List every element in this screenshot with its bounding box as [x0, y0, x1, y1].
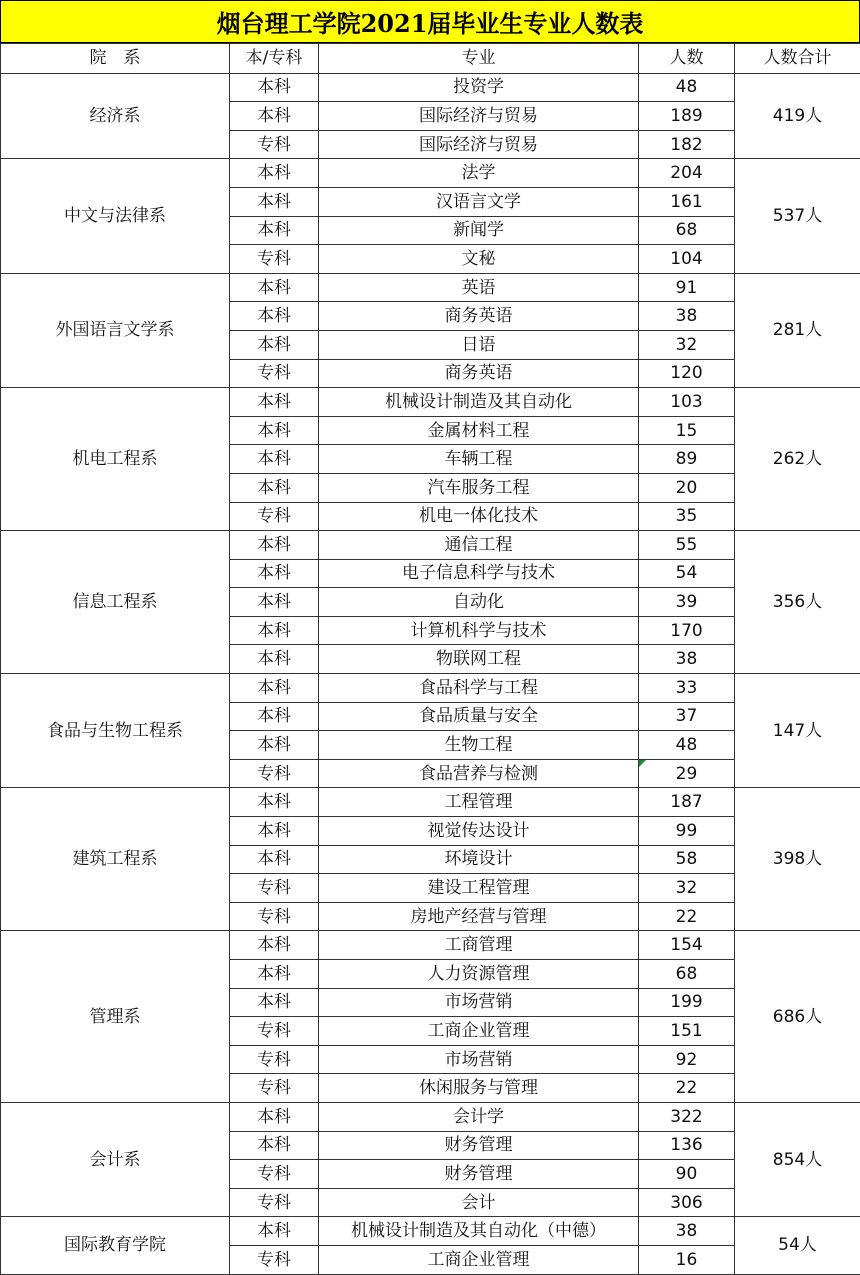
level-cell: 本科 — [230, 1102, 319, 1131]
level-cell: 本科 — [230, 330, 319, 359]
count-value: 187 — [670, 792, 702, 812]
count-value: 48 — [676, 735, 698, 755]
level-cell: 本科 — [230, 674, 319, 703]
level-cell: 本科 — [230, 702, 319, 731]
count-cell — [639, 159, 735, 188]
department-cell: 建筑工程系 — [1, 788, 230, 931]
count-cell — [639, 73, 735, 102]
department-cell: 外国语言文学系 — [1, 273, 230, 387]
count-cell — [639, 931, 735, 960]
major-cell: 会计学 — [319, 1102, 639, 1131]
count-value: 33 — [676, 678, 698, 698]
level-cell: 本科 — [230, 388, 319, 417]
major-cell: 市场营销 — [319, 988, 639, 1017]
count-cell — [639, 187, 735, 216]
count-value: 22 — [676, 907, 698, 927]
level-cell: 本科 — [230, 960, 319, 989]
count-cell — [639, 817, 735, 846]
major-cell: 食品营养与检测 — [319, 759, 639, 788]
level-cell: 专科 — [230, 902, 319, 931]
major-cell: 工商企业管理 — [319, 1245, 639, 1274]
count-cell — [639, 102, 735, 131]
count-value: 38 — [676, 649, 698, 669]
count-cell — [639, 502, 735, 531]
total-cell: 686人 — [735, 931, 860, 1103]
department-cell: 信息工程系 — [1, 531, 230, 674]
level-cell: 本科 — [230, 559, 319, 588]
level-cell: 专科 — [230, 359, 319, 388]
count-cell — [639, 216, 735, 245]
count-value: 91 — [676, 278, 698, 298]
major-cell: 汉语言文学 — [319, 187, 639, 216]
count-value: 89 — [676, 449, 698, 469]
level-cell: 专科 — [230, 1074, 319, 1103]
department-cell: 食品与生物工程系 — [1, 674, 230, 788]
major-cell: 视觉传达设计 — [319, 817, 639, 846]
level-cell: 本科 — [230, 616, 319, 645]
count-value: 20 — [676, 478, 698, 498]
table-row — [1, 159, 860, 188]
level-cell: 本科 — [230, 988, 319, 1017]
level-cell: 专科 — [230, 1160, 319, 1189]
total-cell: 419人 — [735, 73, 860, 159]
table-row — [1, 674, 860, 703]
count-value: 99 — [676, 821, 698, 841]
count-value: 104 — [670, 249, 702, 269]
major-cell: 自动化 — [319, 588, 639, 617]
major-cell: 国际经济与贸易 — [319, 102, 639, 131]
level-cell: 本科 — [230, 588, 319, 617]
count-cell — [639, 273, 735, 302]
count-value: 136 — [670, 1135, 702, 1155]
major-cell: 机械设计制造及其自动化 — [319, 388, 639, 417]
count-cell — [639, 473, 735, 502]
level-cell: 本科 — [230, 273, 319, 302]
major-cell: 机电一体化技术 — [319, 502, 639, 531]
count-value: 58 — [676, 849, 698, 869]
total-cell: 356人 — [735, 531, 860, 674]
major-cell: 工商企业管理 — [319, 1017, 639, 1046]
major-cell: 新闻学 — [319, 216, 639, 245]
count-value: 37 — [676, 706, 698, 726]
count-cell — [639, 330, 735, 359]
count-cell — [639, 1131, 735, 1160]
level-cell: 本科 — [230, 302, 319, 331]
count-cell — [639, 531, 735, 560]
level-cell: 本科 — [230, 159, 319, 188]
count-value: 151 — [670, 1021, 702, 1041]
level-cell: 本科 — [230, 731, 319, 760]
total-cell: 281人 — [735, 273, 860, 387]
department-cell: 经济系 — [1, 73, 230, 159]
header-count: 人数 — [639, 44, 735, 74]
level-cell: 本科 — [230, 845, 319, 874]
count-value: 170 — [670, 621, 702, 641]
count-cell — [639, 845, 735, 874]
count-cell — [639, 388, 735, 417]
major-cell: 物联网工程 — [319, 645, 639, 674]
count-cell — [639, 788, 735, 817]
major-cell: 房地产经营与管理 — [319, 902, 639, 931]
major-cell: 环境设计 — [319, 845, 639, 874]
major-cell: 商务英语 — [319, 359, 639, 388]
major-cell: 国际经济与贸易 — [319, 130, 639, 159]
count-cell — [639, 1245, 735, 1274]
major-cell: 食品科学与工程 — [319, 674, 639, 703]
table-row — [1, 788, 860, 817]
major-cell: 车辆工程 — [319, 445, 639, 474]
level-cell: 本科 — [230, 531, 319, 560]
count-value: 39 — [676, 592, 698, 612]
total-cell: 398人 — [735, 788, 860, 931]
level-cell: 本科 — [230, 473, 319, 502]
count-cell — [639, 645, 735, 674]
header-total: 人数合计 — [735, 44, 860, 74]
count-value: 199 — [670, 992, 702, 1012]
major-cell: 文秘 — [319, 245, 639, 274]
count-value: 38 — [676, 306, 698, 326]
level-cell: 本科 — [230, 1217, 319, 1246]
count-cell — [639, 130, 735, 159]
table-row — [1, 531, 860, 560]
count-cell — [639, 702, 735, 731]
count-cell — [639, 616, 735, 645]
level-cell: 专科 — [230, 502, 319, 531]
count-cell — [639, 1188, 735, 1217]
level-cell: 专科 — [230, 1188, 319, 1217]
header-level: 本/专科 — [230, 44, 319, 74]
level-cell: 本科 — [230, 416, 319, 445]
level-cell: 专科 — [230, 130, 319, 159]
count-value: 322 — [670, 1107, 702, 1127]
count-value: 32 — [676, 878, 698, 898]
count-value: 54 — [676, 563, 698, 583]
count-value: 38 — [676, 1221, 698, 1241]
count-value: 15 — [676, 421, 698, 441]
department-cell: 管理系 — [1, 931, 230, 1103]
major-cell: 生物工程 — [319, 731, 639, 760]
count-cell — [639, 588, 735, 617]
count-cell — [639, 1160, 735, 1189]
count-cell — [639, 559, 735, 588]
level-cell: 本科 — [230, 817, 319, 846]
level-cell: 本科 — [230, 445, 319, 474]
count-value: 182 — [670, 135, 702, 155]
department-cell: 会计系 — [1, 1102, 230, 1216]
department-cell: 机电工程系 — [1, 388, 230, 531]
level-cell: 本科 — [230, 73, 319, 102]
count-value: 32 — [676, 335, 698, 355]
header-department: 院 系 — [1, 44, 230, 74]
total-cell: 54人 — [735, 1217, 860, 1274]
count-cell — [639, 445, 735, 474]
level-cell: 专科 — [230, 874, 319, 903]
count-value: 48 — [676, 77, 698, 97]
major-cell: 市场营销 — [319, 1045, 639, 1074]
major-cell: 财务管理 — [319, 1160, 639, 1189]
count-cell — [639, 359, 735, 388]
level-cell: 专科 — [230, 1045, 319, 1074]
total-cell: 537人 — [735, 159, 860, 273]
table-row — [1, 73, 860, 102]
level-cell: 本科 — [230, 187, 319, 216]
count-value: 306 — [670, 1193, 702, 1213]
count-cell — [639, 302, 735, 331]
header-major: 专业 — [319, 44, 639, 74]
level-cell: 本科 — [230, 931, 319, 960]
level-cell: 本科 — [230, 645, 319, 674]
major-cell: 工商管理 — [319, 931, 639, 960]
table-body — [1, 73, 860, 1274]
count-value: 92 — [676, 1050, 698, 1070]
count-value: 154 — [670, 935, 702, 955]
level-cell: 专科 — [230, 759, 319, 788]
major-cell: 商务英语 — [319, 302, 639, 331]
count-value: 189 — [670, 106, 702, 126]
count-value: 103 — [670, 392, 702, 412]
table-title: 烟台理工学院2021届毕业生专业人数表 — [0, 0, 860, 43]
count-cell — [639, 416, 735, 445]
major-cell: 建设工程管理 — [319, 874, 639, 903]
level-cell: 本科 — [230, 216, 319, 245]
count-cell — [639, 902, 735, 931]
level-cell: 专科 — [230, 1245, 319, 1274]
major-cell: 投资学 — [319, 73, 639, 102]
major-cell: 休闲服务与管理 — [319, 1074, 639, 1103]
graduates-table — [0, 43, 860, 1275]
count-value: 90 — [676, 1164, 698, 1184]
total-cell: 854人 — [735, 1102, 860, 1216]
count-cell — [639, 1045, 735, 1074]
count-value: 204 — [670, 163, 702, 183]
major-cell: 法学 — [319, 159, 639, 188]
total-cell: 147人 — [735, 674, 860, 788]
count-value: 68 — [676, 220, 698, 240]
major-cell: 机械设计制造及其自动化（中德） — [319, 1217, 639, 1246]
major-cell: 电子信息科学与技术 — [319, 559, 639, 588]
comment-indicator-icon — [639, 760, 646, 767]
count-cell — [639, 245, 735, 274]
major-cell: 食品质量与安全 — [319, 702, 639, 731]
department-cell: 国际教育学院 — [1, 1217, 230, 1274]
major-cell: 人力资源管理 — [319, 960, 639, 989]
table-row — [1, 931, 860, 960]
header-row — [1, 44, 860, 74]
count-cell — [639, 1074, 735, 1103]
level-cell: 本科 — [230, 1131, 319, 1160]
department-cell: 中文与法律系 — [1, 159, 230, 273]
count-cell — [639, 731, 735, 760]
major-cell: 会计 — [319, 1188, 639, 1217]
total-cell: 262人 — [735, 388, 860, 531]
count-value: 16 — [676, 1250, 698, 1270]
count-value: 161 — [670, 192, 702, 212]
table-row — [1, 1102, 860, 1131]
major-cell: 金属材料工程 — [319, 416, 639, 445]
table-row — [1, 388, 860, 417]
major-cell: 英语 — [319, 273, 639, 302]
level-cell: 本科 — [230, 102, 319, 131]
level-cell: 专科 — [230, 1017, 319, 1046]
count-value: 55 — [676, 535, 698, 555]
count-value: 35 — [676, 506, 698, 526]
count-cell — [639, 674, 735, 703]
count-value: 29 — [676, 764, 698, 784]
major-cell: 通信工程 — [319, 531, 639, 560]
major-cell: 计算机科学与技术 — [319, 616, 639, 645]
count-value: 22 — [676, 1078, 698, 1098]
count-cell — [639, 759, 735, 788]
count-cell — [639, 874, 735, 903]
level-cell: 本科 — [230, 788, 319, 817]
major-cell: 日语 — [319, 330, 639, 359]
level-cell: 专科 — [230, 245, 319, 274]
count-cell — [639, 988, 735, 1017]
count-value: 68 — [676, 964, 698, 984]
table-row — [1, 273, 860, 302]
count-cell — [639, 1217, 735, 1246]
count-cell — [639, 1102, 735, 1131]
count-cell — [639, 960, 735, 989]
major-cell: 工程管理 — [319, 788, 639, 817]
table-row — [1, 1217, 860, 1246]
count-cell — [639, 1017, 735, 1046]
major-cell: 财务管理 — [319, 1131, 639, 1160]
major-cell: 汽车服务工程 — [319, 473, 639, 502]
count-value: 120 — [670, 363, 702, 383]
